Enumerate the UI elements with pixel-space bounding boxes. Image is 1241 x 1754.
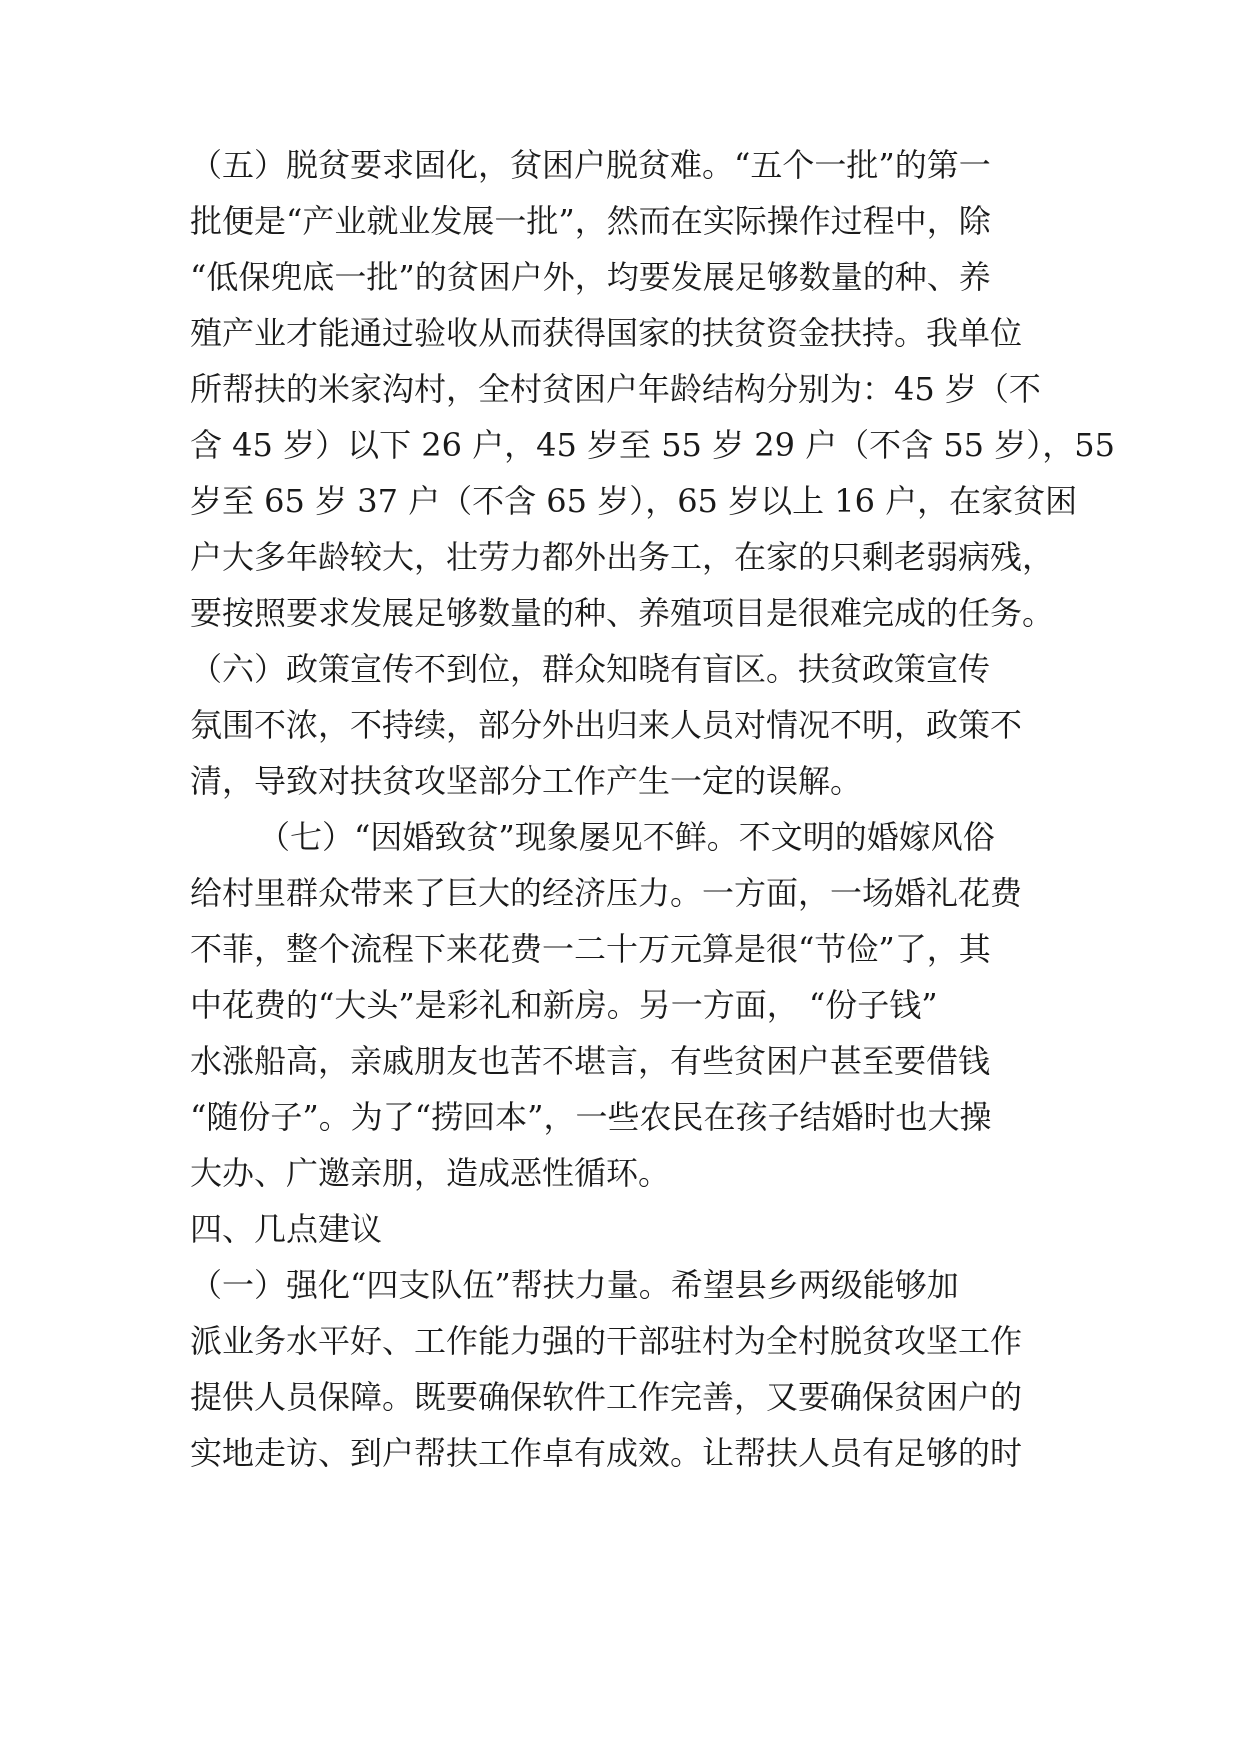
suggestion-1-line-1: （一）强化“四支队伍”帮扶力量。希望县乡两级能够加 xyxy=(190,1266,959,1304)
suggestion-1-line-3: 提供人员保障。既要确保软件工作完善，又要确保贫困户的 xyxy=(190,1378,1023,1416)
paragraph-6-line-2: 氛围不浓，不持续，部分外出归来人员对情况不明，政策不 xyxy=(190,706,1023,744)
paragraph-7-line-5: 水涨船高，亲戚朋友也苦不堪言，有些贫困户甚至要借钱 xyxy=(190,1042,991,1080)
section-heading: 四、几点建议 xyxy=(190,1210,383,1248)
paragraph-7-line-1: （七）“因婚致贫”现象屡见不鲜。不文明的婚嫁风俗 xyxy=(258,818,995,856)
paragraph-7-line-4: 中花费的“大头”是彩礼和新房。另一方面， “份子钱” xyxy=(190,986,938,1024)
paragraph-5-line-6: 含 45 岁）以下 26 户，45 岁至 55 岁 29 户（不含 55 岁），55 xyxy=(190,426,1115,464)
paragraph-5-line-8: 户大多年龄较大，壮劳力都外出务工，在家的只剩老弱病残， xyxy=(190,538,1055,576)
paragraph-7-line-2: 给村里群众带来了巨大的经济压力。一方面，一场婚礼花费 xyxy=(190,874,1023,912)
paragraph-5-line-3: “低保兜底一批”的贫困户外，均要发展足够数量的种、养 xyxy=(190,258,991,296)
paragraph-7-line-3: 不菲，整个流程下来花费一二十万元算是很“节俭”了，其 xyxy=(190,930,991,968)
paragraph-5-line-9: 要按照要求发展足够数量的种、养殖项目是很难完成的任务。 xyxy=(190,594,1055,632)
paragraph-5-line-4: 殖产业才能通过验收从而获得国家的扶贫资金扶持。我单位 xyxy=(190,314,1023,352)
paragraph-5-line-5: 所帮扶的米家沟村，全村贫困户年龄结构分别为：45 岁（不 xyxy=(190,370,1041,408)
paragraph-6-line-3: 清，导致对扶贫攻坚部分工作产生一定的误解。 xyxy=(190,762,863,800)
suggestion-1-line-4: 实地走访、到户帮扶工作卓有成效。让帮扶人员有足够的时 xyxy=(190,1434,1023,1472)
paragraph-6-line-1: （六）政策宣传不到位，群众知晓有盲区。扶贫政策宣传 xyxy=(190,650,991,688)
suggestion-1-line-2: 派业务水平好、工作能力强的干部驻村为全村脱贫攻坚工作 xyxy=(190,1322,1023,1360)
paragraph-5-line-1: （五）脱贫要求固化，贫困户脱贫难。“五个一批”的第一 xyxy=(190,146,991,184)
paragraph-7-line-7: 大办、广邀亲朋，造成恶性循环。 xyxy=(190,1154,671,1192)
paragraph-5-line-2: 批便是“产业就业发展一批”，然而在实际操作过程中，除 xyxy=(190,202,991,240)
paragraph-5-line-7: 岁至 65 岁 37 户（不含 65 岁），65 岁以上 16 户，在家贫困 xyxy=(190,482,1078,520)
paragraph-7-line-6: “随份子”。为了“捞回本”，一些农民在孩子结婚时也大操 xyxy=(190,1098,992,1136)
